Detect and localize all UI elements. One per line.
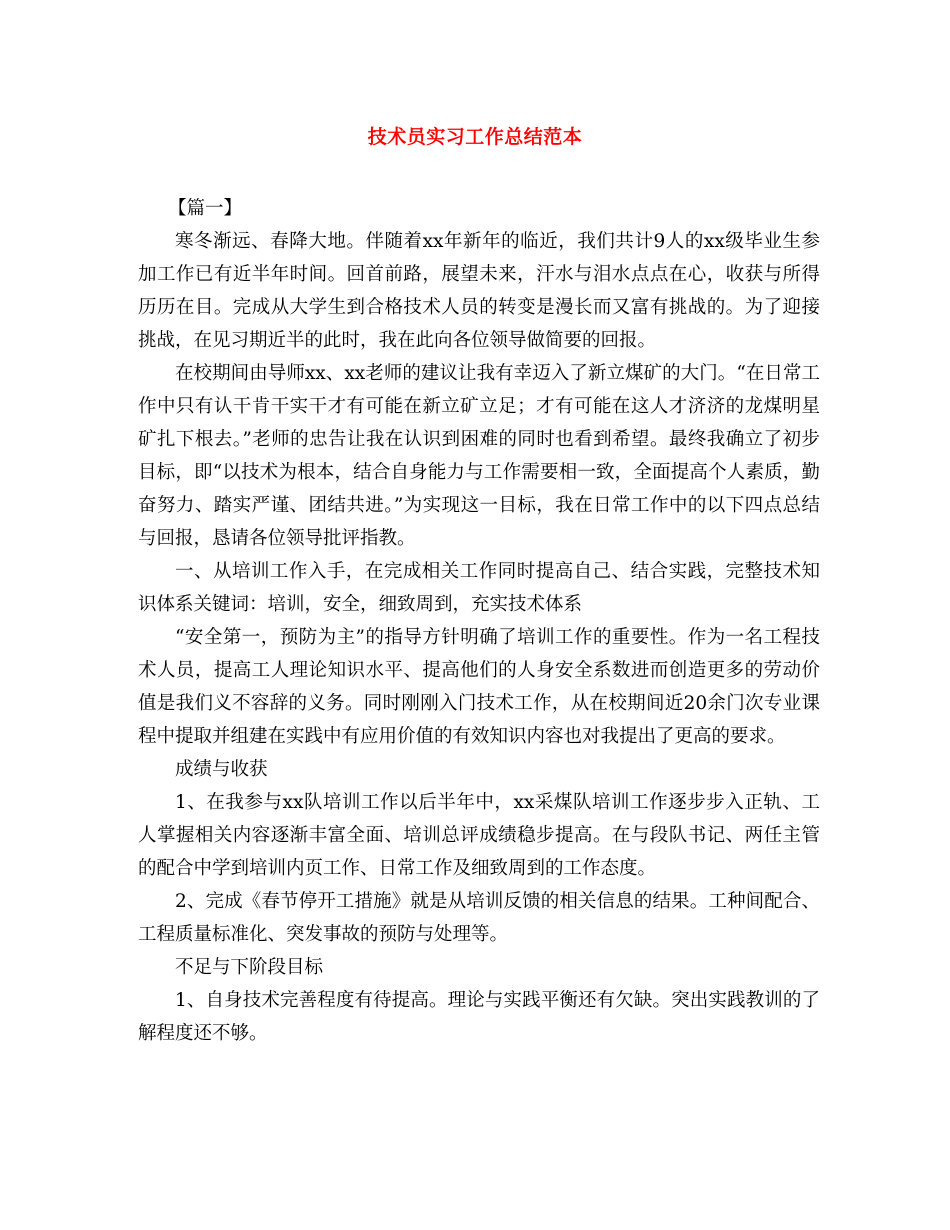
paragraph-intro: 寒冬渐远、春降大地。伴随着xx年新年的临近，我们共计9人的xx级毕业生参加工作已有近半年时间。回首前路，展望未来，汗水与泪水点点在心，收获与所得历历在目。完成从大学生到合格技术人员的转变是漫长而又富有挑战的。为了迎接挑战，在见习期近半的此时，我在此向各位领导做简要的回报。 [138,231,820,351]
paragraph-goal: 在校期间由导师xx、xx老师的建议让我有幸迈入了新立煤矿的大门。“在日常工作中只有认干肯干实干才有可能在新立矿立足；才有可能在这人才济济的龙煤明星矿扎下根去。”老师的忠告让我在认识到困难的同时也看到希望。最终我确立了初步目标，即“以技术为根本，结合自身能力与工作需要相一致，全面提高个人素质，勤奋努力、踏实严谨、团结共进。”为实现这一目标，我在日常工作中的以下四点总结与回报，恳请各位领导批评指教。 [138,363,820,549]
paragraph-result-1: 1、在我参与xx队培训工作以后半年中，xx采煤队培训工作逐步步入正轨、工人掌握相关内容逐渐丰富全面、培训总评成绩稳步提高。在与段队书记、两任主管的配合中学到培训内页工作、日常工作及细致周到的工作态度。 [138,792,820,879]
document-body [138,192,820,1050]
paragraph-heading-results: 成绩与收获 [175,759,268,780]
document-title: 技术员实习工作总结范本 [367,126,583,148]
paragraph-heading-training: 一、从培训工作入手，在完成相关工作同时提高自己、结合实践，完整技术知识体系关键词：培训，安全，细致周到，充实技术体系 [138,561,820,615]
paragraph-result-2: 2、完成《春节停开工措施》就是从培训反馈的相关信息的结果。工种间配合、工程质量标准化、突发事故的预防与处理等。 [138,891,820,945]
section-label: 【篇一】 [168,198,243,219]
paragraph-shortcoming-1: 1、自身技术完善程度有待提高。理论与实践平衡还有欠缺。突出实践教训的了解程度还不够。 [138,990,820,1044]
paragraph-heading-shortcomings: 不足与下阶段目标 [175,957,324,978]
paragraph-safety: “安全第一，预防为主”的指导方针明确了培训工作的重要性。作为一名工程技术人员，提高工人理论知识水平、提高他们的人身安全系数进而创造更多的劳动价值是我们义不容辞的义务。同时刚刚入门技术工作，从在校期间近20余门次专业课程中提取并组建在实践中有应用价值的有效知识内容也对我提出了更高的要求。 [138,627,820,747]
